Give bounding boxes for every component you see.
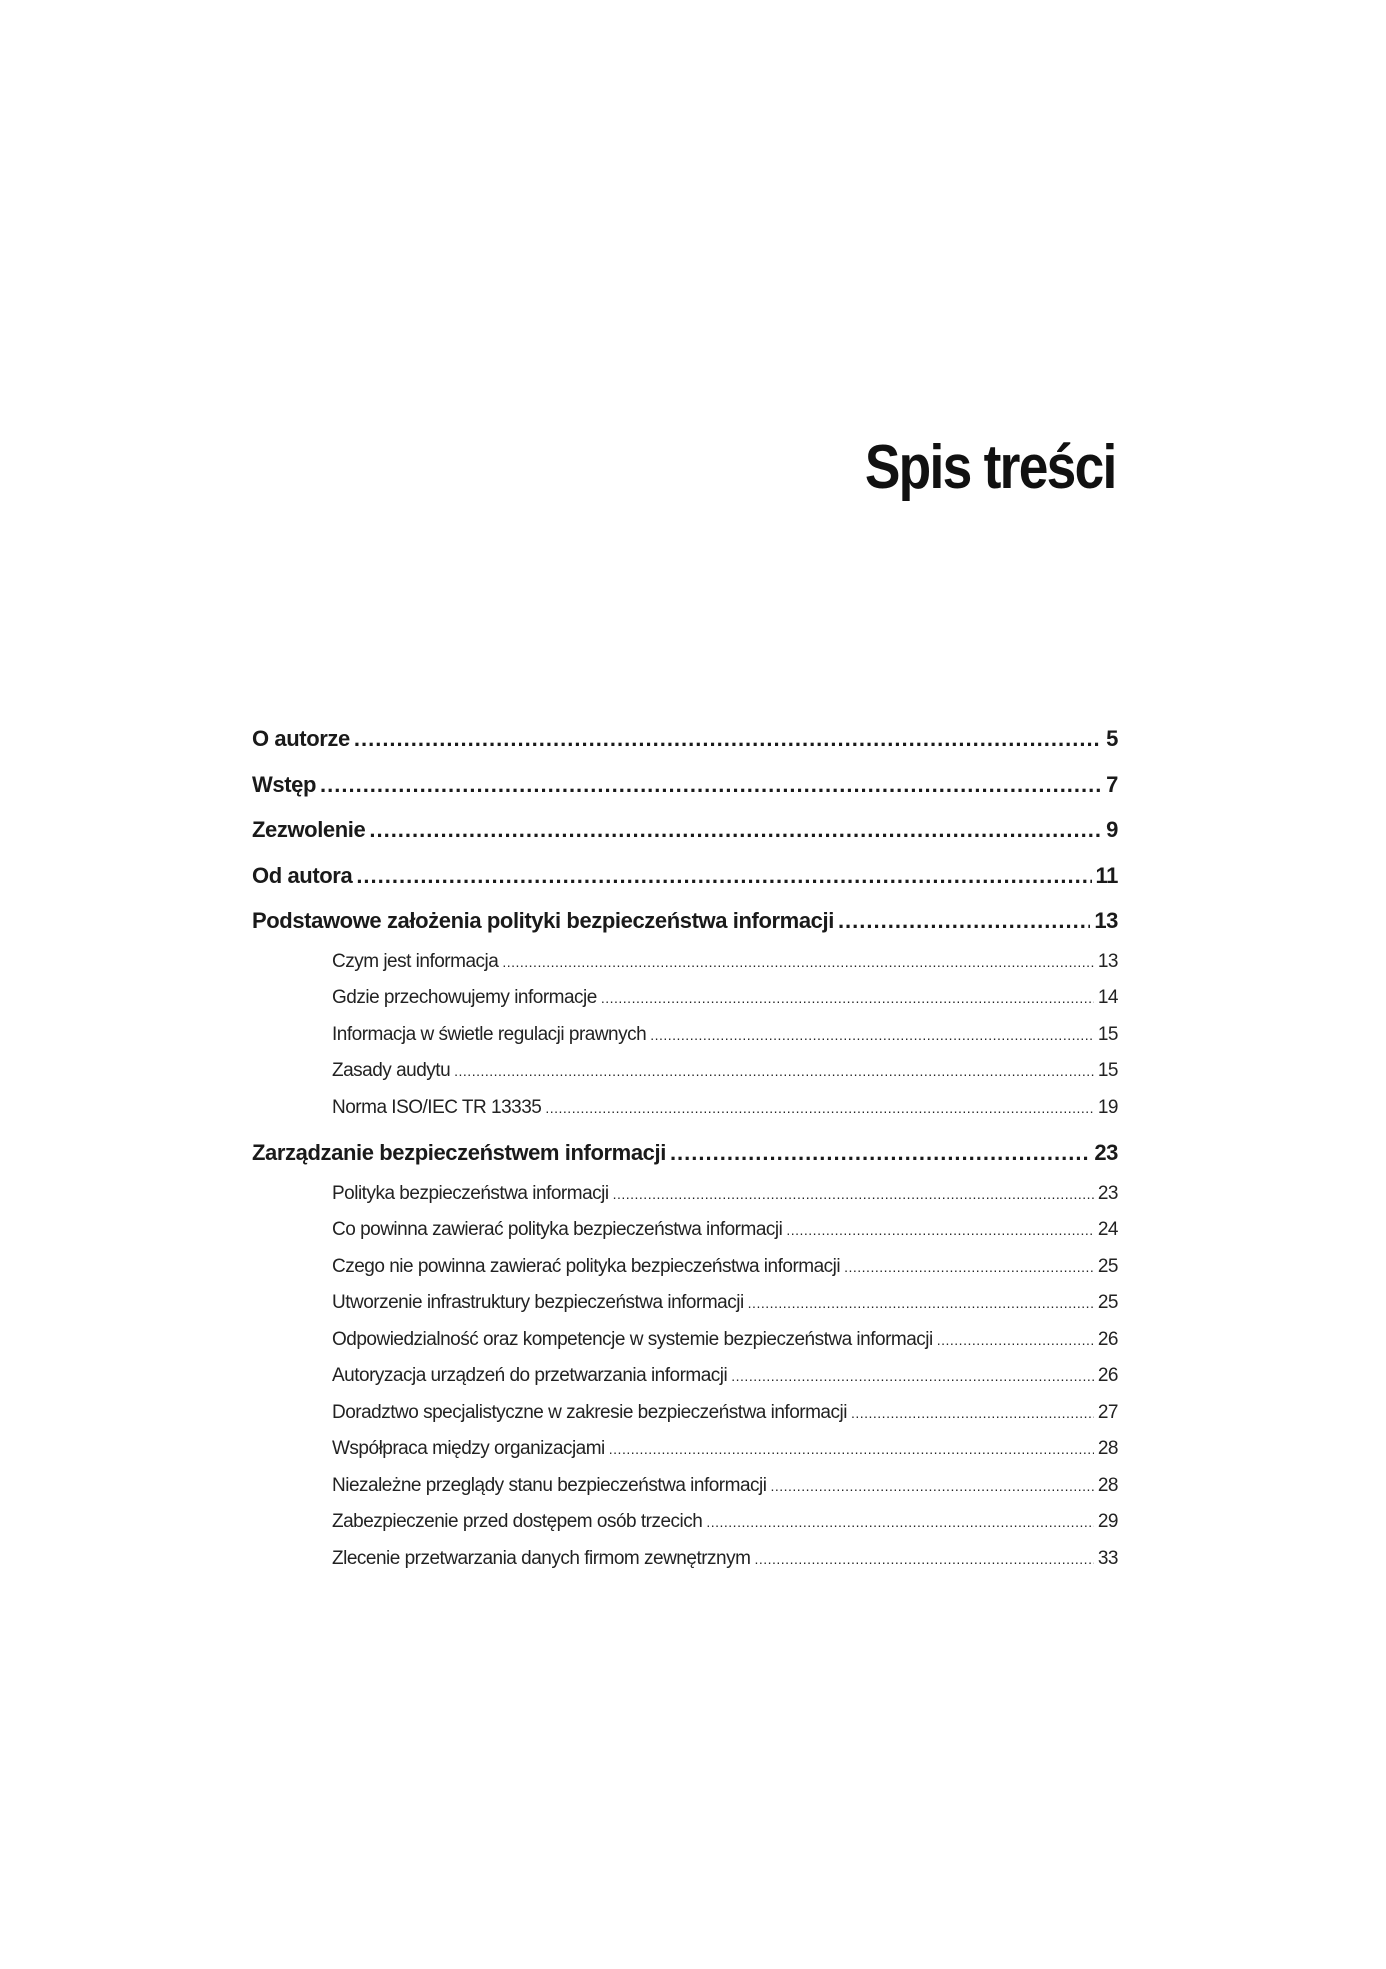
toc-subentry[interactable] xyxy=(252,1431,1118,1468)
toc-entry-page: 26 xyxy=(1097,1365,1118,1386)
toc-entry-label: Gdzie przechowujemy informacje xyxy=(332,987,597,1008)
toc-leader xyxy=(502,944,1094,981)
toc-entry-page: 15 xyxy=(1097,1060,1118,1081)
toc-entry-page: 29 xyxy=(1097,1511,1118,1532)
toc-leader xyxy=(706,1504,1094,1541)
toc-leader xyxy=(670,1130,1090,1176)
toc-entry-label: Polityka bezpieczeństwa informacji xyxy=(332,1182,609,1204)
toc-leader xyxy=(844,1249,1094,1286)
toc-leader xyxy=(320,762,1102,808)
toc-entry[interactable] xyxy=(252,1130,1118,1176)
toc-leader xyxy=(601,980,1094,1017)
toc-entry-page: 13 xyxy=(1094,908,1118,933)
toc-entry-label: Zezwolenie xyxy=(252,817,366,842)
toc-leader xyxy=(613,1176,1094,1213)
toc-entry-label: Autoryzacja urządzeń do przetwarzania informacji xyxy=(332,1365,728,1386)
toc-entry-page: 23 xyxy=(1097,1182,1118,1204)
toc-entry-label: Współpraca między organizacjami xyxy=(332,1438,605,1459)
toc-subentry[interactable] xyxy=(252,1176,1118,1213)
toc-entry-label: Podstawowe założenia polityki bezpieczeństwa informacji xyxy=(252,908,834,933)
toc-entry[interactable] xyxy=(252,807,1118,853)
toc-leader xyxy=(770,1468,1093,1505)
toc-subentry[interactable] xyxy=(252,1504,1118,1541)
toc-leader xyxy=(369,807,1102,853)
toc-entry-label: Co powinna zawierać polityka bezpieczeństwa informacji xyxy=(332,1219,783,1240)
toc-subentry[interactable] xyxy=(252,1090,1118,1127)
toc-entry-page: 19 xyxy=(1097,1096,1118,1118)
toc-entry-label: Wstęp xyxy=(252,771,317,797)
toc-entry-label: O autorze xyxy=(252,726,350,751)
toc-subentry[interactable] xyxy=(252,980,1118,1017)
toc-subentry[interactable] xyxy=(252,1358,1118,1395)
toc-subentry[interactable] xyxy=(252,1285,1118,1322)
toc-leader xyxy=(937,1322,1094,1359)
toc-entry-page: 7 xyxy=(1106,771,1118,797)
toc-leader xyxy=(838,898,1090,944)
toc-entry-label: Od autora xyxy=(252,862,353,888)
toc-entry-page: 14 xyxy=(1097,987,1118,1008)
toc-leader xyxy=(609,1431,1094,1468)
toc-entry-page: 26 xyxy=(1097,1328,1118,1350)
toc-entry-page: 33 xyxy=(1097,1547,1118,1569)
toc-leader xyxy=(748,1285,1094,1322)
toc-entry[interactable] xyxy=(252,898,1118,944)
toc-subentry[interactable] xyxy=(252,1468,1118,1505)
toc-subentry[interactable] xyxy=(252,1017,1118,1054)
toc-leader xyxy=(731,1358,1094,1395)
toc-entry-page: 28 xyxy=(1097,1438,1118,1459)
toc-entry[interactable] xyxy=(252,853,1118,899)
toc-entry-page: 27 xyxy=(1097,1401,1118,1423)
toc-entry-label: Zabezpieczenie przed dostępem osób trzecich xyxy=(332,1511,703,1532)
toc-subentry[interactable] xyxy=(252,1249,1118,1286)
toc-entry-label: Doradztwo specjalistyczne w zakresie bezpieczeństwa informacji xyxy=(332,1401,847,1423)
toc-entry-label: Niezależne przeglądy stanu bezpieczeństwa informacji xyxy=(332,1474,767,1496)
toc-leader xyxy=(851,1395,1094,1432)
toc-entry-label: Zasady audytu xyxy=(332,1060,451,1081)
toc-entry-page: 23 xyxy=(1094,1140,1118,1165)
toc-entry-label: Czego nie powinna zawierać polityka bezpieczeństwa informacji xyxy=(332,1255,841,1277)
toc-entry-label: Czym jest informacja xyxy=(332,950,499,972)
toc-entry-page: 11 xyxy=(1095,862,1118,888)
toc-leader xyxy=(545,1090,1094,1127)
toc-leader xyxy=(754,1541,1093,1578)
toc-subentry[interactable] xyxy=(252,944,1118,981)
toc-entry-label: Zlecenie przetwarzania danych firmom zewnętrznym xyxy=(332,1547,751,1569)
toc-entry-label: Zarządzanie bezpieczeństwem informacji xyxy=(252,1140,666,1165)
toc-leader xyxy=(786,1212,1094,1249)
toc-entry-label: Odpowiedzialność oraz kompetencje w systemie bezpieczeństwa informacji xyxy=(332,1328,933,1350)
toc-entry-page: 25 xyxy=(1097,1255,1118,1277)
toc-entry-page: 28 xyxy=(1097,1474,1118,1496)
toc-leader xyxy=(454,1053,1094,1090)
toc-entry-label: Utworzenie infrastruktury bezpieczeństwa informacji xyxy=(332,1292,744,1313)
toc-subentry[interactable] xyxy=(252,1053,1118,1090)
toc-entry-page: 9 xyxy=(1106,817,1118,842)
toc-entry[interactable] xyxy=(252,762,1118,808)
toc-entry[interactable] xyxy=(252,716,1118,762)
toc-subentry[interactable] xyxy=(252,1395,1118,1432)
toc-entry-page: 5 xyxy=(1106,726,1118,751)
toc-entry-label: Norma ISO/IEC TR 13335 xyxy=(332,1096,542,1118)
toc-subentry[interactable] xyxy=(252,1322,1118,1359)
toc-subentry[interactable] xyxy=(252,1212,1118,1249)
toc-entry-label: Informacja w świetle regulacji prawnych xyxy=(332,1023,647,1045)
toc-subentry[interactable] xyxy=(252,1541,1118,1578)
toc-entry-page: 13 xyxy=(1097,950,1118,972)
toc-leader xyxy=(356,853,1091,899)
toc-leader xyxy=(650,1017,1094,1054)
toc-entry-page: 25 xyxy=(1097,1292,1118,1313)
toc-entry-page: 15 xyxy=(1097,1023,1118,1045)
toc-entry-page: 24 xyxy=(1097,1219,1118,1240)
page-title: Spis treści xyxy=(865,433,1116,502)
toc-leader xyxy=(354,716,1102,762)
table-of-contents xyxy=(252,716,1118,1577)
